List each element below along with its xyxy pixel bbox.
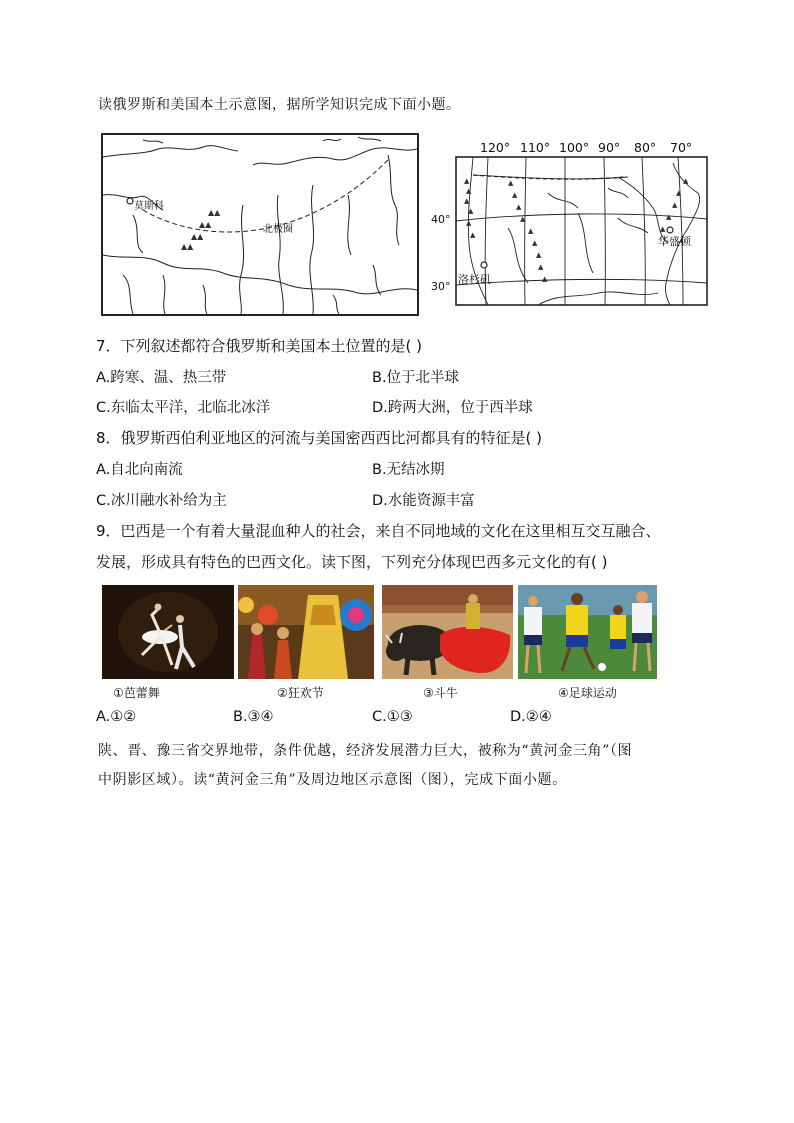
lon-100: 100° [559,140,590,155]
svg-text:▲: ▲ [466,219,472,227]
q8-option-b[interactable]: B.无结冰期 [372,462,445,478]
q7-option-c[interactable]: C.东临太平洋，北临北冰洋 [96,400,271,416]
lon-120: 120° [480,140,511,155]
caption-bullfight: ③斗牛 [423,686,458,700]
los-angeles-label: 洛杉矶 [458,273,491,286]
svg-text:▲: ▲ [660,225,666,233]
lon-80: 80° [634,140,657,155]
q9-stem-line2: 发展，形成具有特色的巴西文化。读下图，下列充分体现巴西多元文化的有( ) [96,553,608,571]
bullfight-photo [382,585,513,679]
q7-stem: 7．下列叙述都符合俄罗斯和美国本土位置的是( ) [96,337,423,355]
svg-text:▲: ▲ [528,227,534,235]
usa-map-area [428,133,718,313]
q8-option-a[interactable]: A.自北向南流 [96,462,183,478]
lon-90: 90° [598,140,621,155]
svg-text:▲: ▲ [464,177,470,185]
q7-option-a[interactable]: A.跨寒、温、热三带 [96,370,227,386]
svg-text:▲: ▲ [468,207,474,215]
svg-text:▲: ▲ [532,239,538,247]
moscow-marker [127,198,133,204]
svg-text:▲▲: ▲▲ [199,220,212,229]
svg-text:▲: ▲ [466,187,472,195]
svg-text:▲: ▲ [512,191,518,199]
svg-text:▲: ▲ [683,177,689,185]
svg-text:▲: ▲ [666,213,672,221]
q9-option-a[interactable]: A.①② [96,709,137,725]
football-photo [518,585,657,679]
passage-line2: 中阴影区域）。读“黄河金三角”及周边地区示意图（图），完成下面小题。 [98,772,567,788]
q9-option-c[interactable]: C.①③ [372,709,413,725]
arctic-circle-label: 北极圈 [263,224,293,235]
q9-option-b[interactable]: B.③④ [233,709,274,725]
lon-110: 110° [520,140,551,155]
passage-line1: 陕、晋、豫三省交界地带，条件优越，经济发展潜力巨大，被称为“黄河金三角”（图 [98,743,633,759]
q8-option-c[interactable]: C.冰川融水补给为主 [96,493,227,509]
q9-option-d[interactable]: D.②④ [510,709,552,725]
svg-text:▲▲: ▲▲ [191,232,204,241]
svg-text:▲: ▲ [508,179,514,187]
svg-text:▲: ▲ [464,197,470,205]
los-angeles-marker [481,262,487,268]
caption-football: ④足球运动 [558,686,617,700]
caption-ballet: ①芭蕾舞 [113,686,160,700]
q8-option-d[interactable]: D.水能资源丰富 [372,493,475,509]
svg-text:▲: ▲ [542,275,548,283]
washington-marker [667,227,673,233]
svg-text:▲▲: ▲▲ [181,242,194,251]
q7-option-d[interactable]: D.跨两大洲，位于西半球 [372,400,533,416]
q8-stem: 8．俄罗斯西伯利亚地区的河流与美国密西西比河都具有的特征是( ) [96,429,543,447]
svg-text:▲: ▲ [520,215,526,223]
lat-30: 30° [431,280,451,293]
svg-text:▲: ▲ [538,263,544,271]
lon-70: 70° [670,140,693,155]
svg-text:▲: ▲ [676,189,682,197]
carnival-photo [238,585,374,679]
ballet-photo [102,585,234,679]
lat-40: 40° [431,213,451,226]
washington-label: 华盛顿 [658,235,691,248]
svg-text:▲: ▲ [536,251,542,259]
q7-option-b[interactable]: B.位于北半球 [372,370,460,386]
svg-text:▲▲: ▲▲ [208,208,221,217]
svg-text:▲: ▲ [516,203,522,211]
moscow-label: 莫斯科 [134,201,164,212]
caption-carnival: ②狂欢节 [277,686,324,700]
q9-stem-line1: 9．巴西是一个有着大量混血种人的社会，来自不同地域的文化在这里相互交互融合、 [96,522,661,540]
svg-text:▲: ▲ [672,201,678,209]
intro-text: 读俄罗斯和美国本土示意图，据所学知识完成下面小题。 [98,97,461,113]
russia-map [101,133,419,316]
svg-text:▲: ▲ [470,231,476,239]
